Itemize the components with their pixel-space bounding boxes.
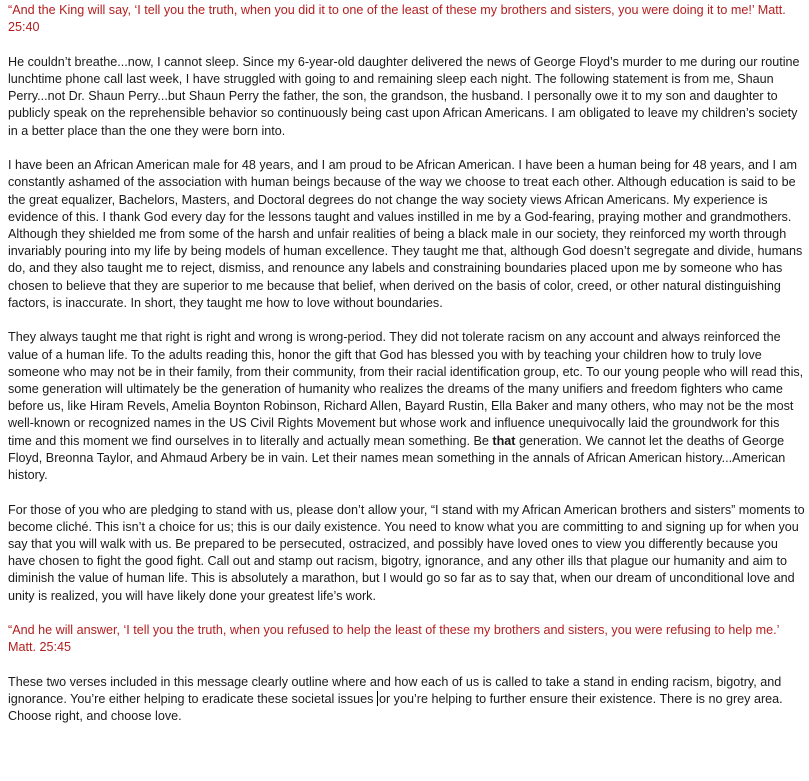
paragraph-generation-text-start: They always taught me that right is right and wrong is wrong-period. They did not tolerate racism on any account and always reinforced the value of a human life. To the adults reading this, honor the gift that God has blessed you with by teaching your children how to truly love someone who may not be in their family, from their community, from their racial identification group, etc. To our young people who will read this, some generation will ultimately be the generation of humanity who realizes the dreams of the many unifiers and freedom fighters who came before us, like Hiram Revels, Amelia Boynton Robinson, Richard Allen, Bayard Rustin, Ella Baker and many others, who may not be the most well-known or recognized names in the US Civil Rights Movement but whose work and influence unequivocally laid the groundwork for this time and this moment we find ourselves in to literally and actually mean something. Be (8, 330, 804, 448)
opening-verse: “And the King will say, ‘I tell you the truth, when you did it to one of the least of these my brothers and sisters, you were doing it to me!’ Matt. 25:40 (8, 3, 786, 35)
text-cursor (377, 691, 378, 706)
paragraph-sleepless: He couldn’t breathe...now, I cannot sleep. Since my 6-year-old daughter delivered the news of George Floyd’s murder to me during our routine lunchtime phone call last week, I have struggled with going to and remaining sleep each night. The following statement is from me, Shaun Perry...not Dr. Shaun Perry...but Shaun Perry the father, the son, the grandson, the husband. I personally owe it to my son and daughter to publicly speak on the reprehensible behavior so continuously being cast upon African Americans. I am obligated to leave my children’s society in a better place than the one they were born into. (8, 54, 800, 138)
paragraph-conclusion-text-end: or you’re helping to further ensure their existence. There is no grey area. Choose right, and choose love. (8, 692, 783, 724)
emphasis-that: that (492, 433, 516, 448)
paragraph-identity: I have been an African American male for 48 years, and I am proud to be African American. I have been a human being for 48 years, and I am constantly ashamed of the association with human beings because of the way we choose to treat each other. Although education is said to be the great equalizer, Bachelors, Masters, and Doctoral degrees do not change the way society views African Americans. My experience is evidence of this. I thank God every day for the lessons taught and values instilled in me by a God-fearing, praying mother and grandmothers. Although they shielded me from some of the harsh and unfair realities of being a black male in our society, they reinforced my worth through invariably pouring into my life by being models of human excellence. They taught me that, although God doesn’t segregate and divide, humans do, and they also taught me to reject, dismiss, and renounce any labels and constraining boundaries placed upon me by someone who has chosen to believe that they are superior to me because that belief, when derived on the basis of color, creed, or other natural distinguishing factors, is inaccurate. In short, they taught me how to love without boundaries. (8, 158, 803, 310)
paragraph-conclusion-text-start: These two verses included in this message clearly outline where and how each of us is called to take a stand in ending racism, bigotry, and ignorance. You’re either helping to eradicate these societal issues (8, 675, 782, 707)
paragraph-allies: For those of you who are pledging to stand with us, please don’t allow your, “I stand with my African American brothers and sisters” moments to become cliché. This isn’t a choice for us; this is our daily existence. You need to know what you are committing to and signing up for when you say that you will walk with us. Be prepared to be persecuted, ostracized, and possibly have loved ones to view you differently because you have chosen to fight the good fight. Call out and stamp out racism, bigotry, ignorance, and any other ills that plague our humanity and aim to diminish the value of human life. This is absolutely a marathon, but I would go so far as to say that, when our dream of unconditional love and unity is realized, you will have likely done your greatest life’s work. (8, 502, 805, 603)
closing-verse: “And he will answer, ‘I tell you the truth, when you refused to help the least of these my brothers and sisters, you were refusing to help me.’ Matt. 25:45 (8, 623, 779, 655)
paragraph-generation (8, 329, 805, 484)
paragraph-generation-text-end: generation. We cannot let the deaths of George Floyd, Breonna Taylor, and Ahmaud Arbery be in vain. Let their names mean something in the annals of African American history...American history. (8, 433, 786, 483)
paragraph-conclusion (8, 674, 805, 726)
